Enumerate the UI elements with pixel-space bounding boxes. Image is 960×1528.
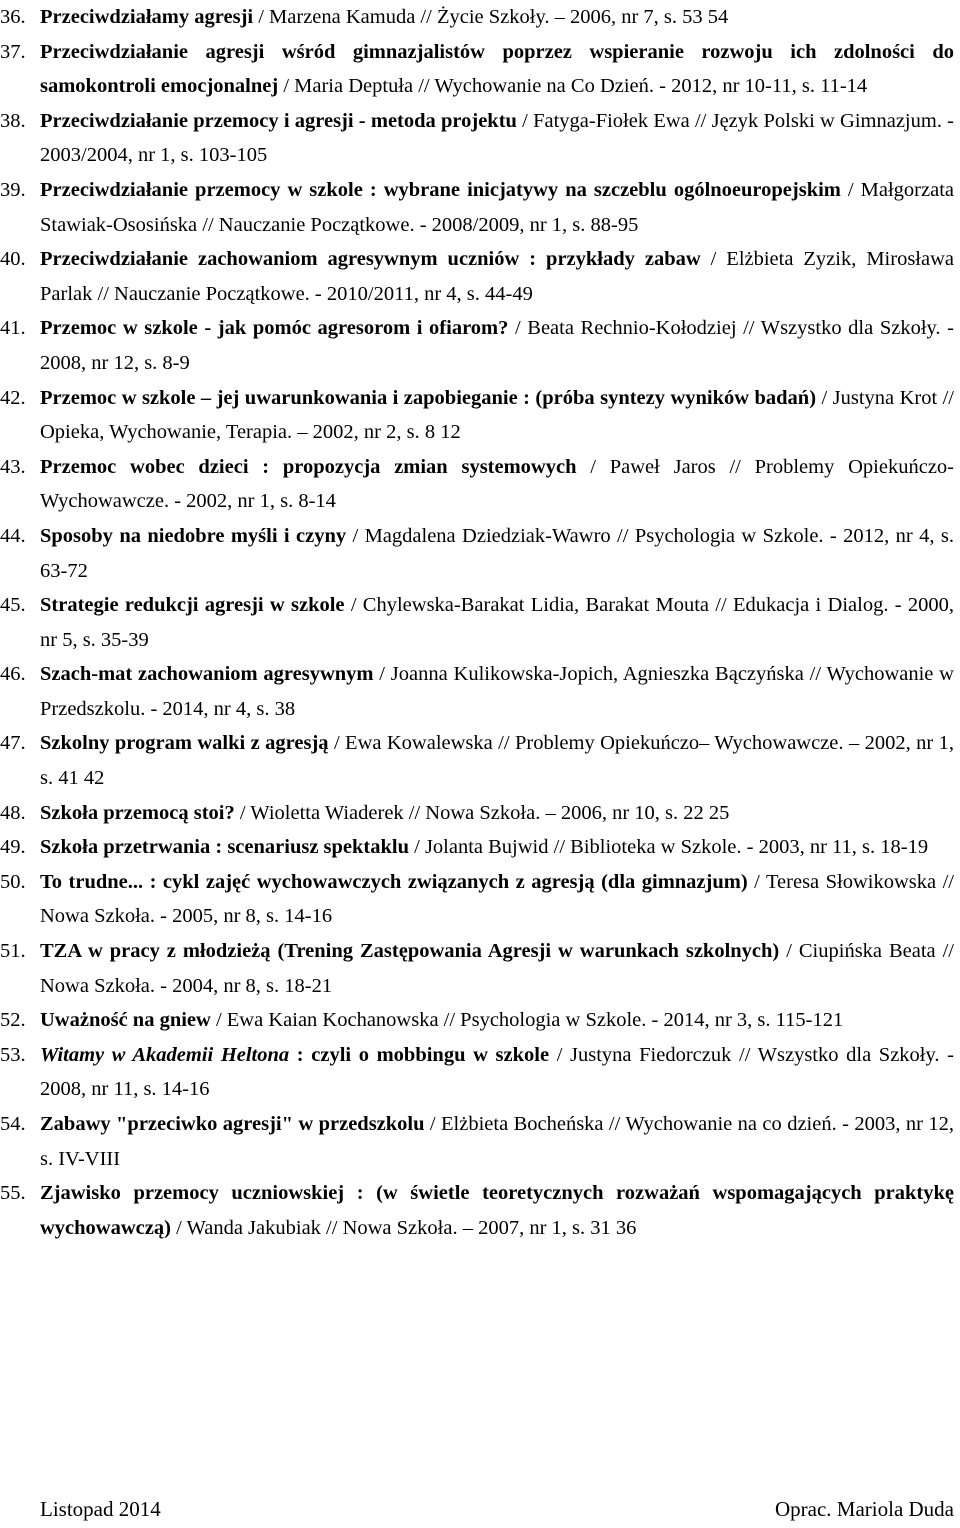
entry-text	[40, 381, 960, 450]
entry-number: 52.	[0, 1009, 26, 1032]
entry-text	[40, 796, 960, 831]
entry-citation: / Chylewska-Barakat Lidia, Barakat Mouta // Edukacja i Dialog. - 2000, nr 5, s. 35-39	[40, 594, 954, 651]
page-footer	[40, 1492, 954, 1526]
entry-citation: / Teresa Słowikowska // Nowa Szkoła. - 2005, nr 8, s. 14-16	[40, 870, 954, 928]
entry-number: 55.	[0, 1182, 26, 1205]
entry-citation: / Beata Rechnio-Kołodziej // Wszystko dla Szkoły. - 2008, nr 12, s. 8-9	[40, 317, 954, 374]
entry-title-text: Szkolny program walki z agresją	[40, 732, 329, 755]
entry-title-text: Szkoła przetrwania : scenariusz spektaklu	[40, 836, 409, 859]
entry-text	[40, 588, 960, 657]
entry-citation: / Paweł Jaros // Problemy Opiekuńczo-Wychowawcze. - 2002, nr 1, s. 8-14	[40, 455, 954, 513]
entry-text	[40, 173, 960, 242]
entry-citation: / Ewa Kaian Kochanowska // Psychologia w Szkole. - 2014, nr 3, s. 115-121	[210, 1009, 844, 1032]
entry-citation: / Magdalena Dziedziak-Wawro // Psychologia w Szkole. - 2012, nr 4, s. 63-72	[40, 524, 954, 582]
entry-citation: / Marzena Kamuda // Życie Szkoły. – 2006, nr 7, s. 53 54	[253, 6, 729, 28]
entry-number: 45.	[0, 594, 26, 617]
entry-title-text: Przeciwdziałanie zachowaniom agresywnym uczniów : przykłady zabaw	[40, 248, 701, 271]
list-item	[0, 519, 960, 588]
entry-text	[40, 104, 960, 173]
entry-number: 47.	[0, 732, 26, 755]
entry-number: 42.	[0, 386, 26, 409]
entry-title	[40, 317, 508, 339]
entry-number: 40.	[0, 248, 26, 271]
entry-title	[40, 525, 346, 547]
entry-text	[40, 934, 960, 1003]
entry-text	[40, 657, 960, 726]
entry-number: 50.	[0, 870, 26, 893]
list-item	[0, 1038, 960, 1107]
entry-title-text: Sposoby na niedobre myśli i czyny	[40, 524, 347, 547]
entry-number: 46.	[0, 663, 26, 686]
entry-citation: / Wioletta Wiaderek // Nowa Szkoła. – 2006, nr 10, s. 22 25	[234, 801, 730, 824]
entry-title	[40, 6, 253, 28]
entry-number: 39.	[0, 178, 26, 201]
entry-title	[40, 1113, 425, 1135]
entry-title-text: Przemoc wobec dzieci : propozycja zmian systemowych	[40, 455, 577, 478]
entry-title-text: Przemoc w szkole – jej uwarunkowania i zapobieganie : (próba syntezy wyników badań)	[40, 386, 817, 409]
entry-title-text: Przeciwdziałanie przemocy i agresji - metoda projektu	[40, 109, 517, 132]
entry-citation: / Elżbieta Zyzik, Mirosława Parlak // Nauczanie Początkowe. - 2010/2011, nr 4, s. 44-49	[40, 248, 954, 305]
entry-citation: / Elżbieta Bocheńska // Wychowanie na co dzień. - 2003, nr 12, s. IV-VIII	[40, 1113, 954, 1170]
entry-citation: / Wanda Jakubiak // Nowa Szkoła. – 2007, nr 1, s. 31 36	[170, 1216, 637, 1239]
entry-citation: / Joanna Kulikowska-Jopich, Agnieszka Bączyńska // Wychowanie w Przedszkolu. - 2014, nr 4, s. 38	[40, 663, 954, 720]
entry-text	[40, 450, 960, 519]
list-item	[0, 726, 960, 795]
entry-text	[40, 830, 960, 865]
list-item	[0, 35, 960, 104]
list-item	[0, 242, 960, 311]
entry-number: 49.	[0, 836, 26, 859]
entry-title	[40, 179, 841, 201]
entry-title-text: Przemoc w szkole - jak pomóc agresorom i ofiarom?	[40, 317, 509, 340]
entry-title	[40, 871, 748, 893]
list-item	[0, 830, 960, 865]
entry-text	[40, 1107, 960, 1176]
entry-text	[40, 1003, 960, 1038]
entry-title-text: Szach-mat zachowaniom agresywnym	[40, 663, 374, 686]
entry-title	[40, 248, 701, 270]
entry-number: 54.	[0, 1113, 26, 1135]
entry-number: 53.	[0, 1043, 26, 1066]
entry-title-text: TZA w pracy z młodzieżą (Trening Zastępowania Agresji w warunkach szkolnych)	[40, 940, 780, 963]
list-item	[0, 0, 960, 35]
list-item	[0, 104, 960, 173]
list-item	[0, 796, 960, 831]
entry-number: 41.	[0, 317, 26, 340]
entry-title-text: Zjawisko przemocy uczniowskiej : (w świetle teoretycznych rozważań wspomagających praktykę wychowawczą)	[40, 1182, 954, 1239]
entry-citation: / Ciupińska Beata // Nowa Szkoła. - 2004, nr 8, s. 18-21	[40, 940, 954, 997]
entry-citation: / Justyna Krot // Opieka, Wychowanie, Terapia. – 2002, nr 2, s. 8 12	[40, 386, 954, 444]
entry-citation: / Fatyga-Fiołek Ewa // Język Polski w Gimnazjum. - 2003/2004, nr 1, s. 103-105	[40, 109, 954, 167]
entry-title-text: Przeciwdziałanie przemocy w szkole : wybrane inicjatywy na szczeblu ogólnoeuropejskim	[40, 178, 841, 201]
list-item	[0, 865, 960, 934]
entry-title	[40, 1009, 211, 1031]
entry-text	[40, 311, 960, 380]
entry-number: 48.	[0, 801, 26, 824]
entry-citation: / Justyna Fiedorczuk // Wszystko dla Szkoły. - 2008, nr 11, s. 14-16	[40, 1043, 954, 1101]
entry-title-text: Zabawy "przeciwko agresji" w przedszkolu	[40, 1113, 425, 1135]
entry-title-text: Uważność na gniew	[40, 1009, 211, 1032]
entry-title	[40, 594, 345, 616]
entry-text	[40, 1176, 960, 1245]
entry-text	[40, 726, 960, 795]
entry-text	[40, 519, 960, 588]
entry-number: 43.	[0, 455, 26, 478]
list-item	[0, 657, 960, 726]
entry-text	[40, 242, 960, 311]
entry-text	[40, 35, 960, 104]
entry-number: 36.	[0, 6, 26, 28]
entry-title	[40, 940, 779, 962]
entry-title	[40, 456, 577, 478]
entry-title	[40, 1044, 549, 1066]
entry-title-text: Przeciwdziałanie agresji wśród gimnazjalistów poprzez wspieranie rozwoju ich zdolności do samokontroli emocjonalnej	[40, 40, 954, 98]
footer-date: Listopad 2014	[40, 1497, 161, 1521]
entry-citation: / Ewa Kowalewska // Problemy Opiekuńczo– Wychowawcze. – 2002, nr 1, s. 41 42	[40, 732, 954, 790]
entry-title	[40, 387, 816, 409]
entry-number: 44.	[0, 524, 26, 547]
entry-title-text: : czyli o mobbingu w szkole	[289, 1043, 550, 1066]
entry-citation: / Jolanta Bujwid // Biblioteka w Szkole. - 2003, nr 11, s. 18-19	[409, 836, 929, 859]
list-item	[0, 1176, 960, 1245]
list-item	[0, 450, 960, 519]
entry-title-text: Szkoła przemocą stoi?	[40, 801, 235, 824]
entry-text	[40, 0, 960, 35]
entry-title-text: Przeciwdziałamy agresji	[40, 6, 254, 28]
list-item	[0, 173, 960, 242]
entry-text	[40, 865, 960, 934]
list-item	[0, 934, 960, 1003]
entry-title-text: To trudne... : cykl zajęć wychowawczych związanych z agresją (dla gimnazjum)	[40, 870, 748, 893]
entry-number: 38.	[0, 109, 26, 132]
entry-title	[40, 732, 329, 754]
entry-title	[40, 836, 409, 858]
entry-citation: / Maria Deptuła // Wychowanie na Co Dzień. - 2012, nr 10-11, s. 11-14	[278, 75, 868, 98]
entry-title	[40, 110, 517, 132]
list-item	[0, 588, 960, 657]
entry-text	[40, 1038, 960, 1107]
list-item	[0, 311, 960, 380]
list-item	[0, 381, 960, 450]
entry-citation: / Małgorzata Stawiak-Ososińska // Nauczanie Początkowe. - 2008/2009, nr 1, s. 88-95	[40, 178, 954, 236]
entry-title	[40, 802, 235, 824]
entry-number: 51.	[0, 940, 26, 963]
list-item	[0, 1003, 960, 1038]
entry-title-italic: Witamy w Akademii Heltona	[40, 1043, 290, 1066]
footer-author: Oprac. Mariola Duda	[774, 1497, 954, 1521]
entry-number: 37.	[0, 40, 26, 63]
entry-title-text: Strategie redukcji agresji w szkole	[40, 594, 345, 617]
list-item	[0, 1107, 960, 1176]
entry-title	[40, 663, 374, 685]
